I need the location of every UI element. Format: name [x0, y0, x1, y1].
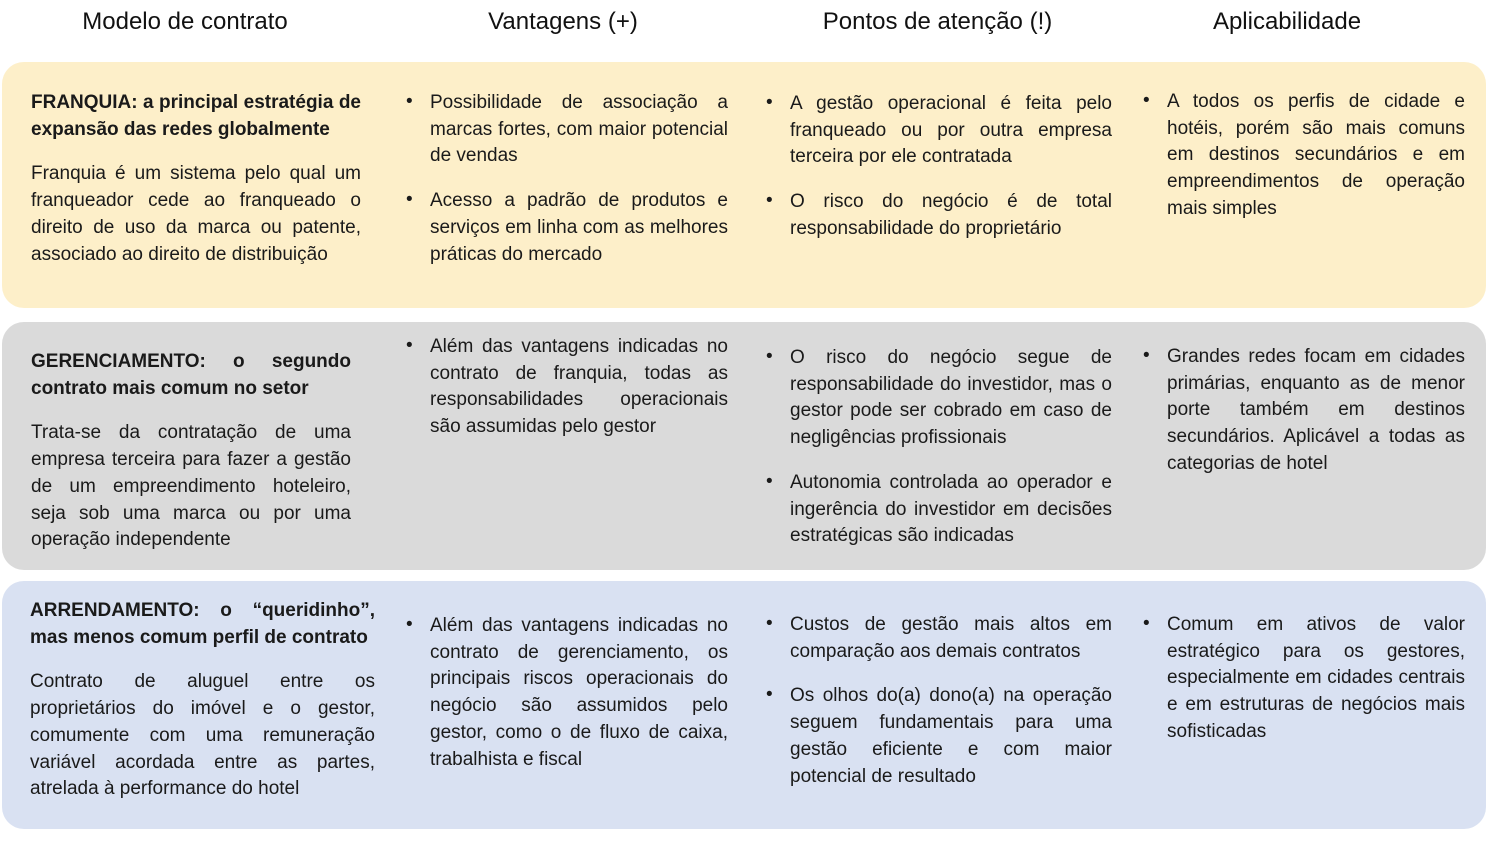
- model-cell: [31, 90, 361, 268]
- attention-item: • O risco do negócio segue de responsabilidade do investidor, mas o gestor pode ser cobrado em caso de negligências profissionais: [766, 345, 1112, 452]
- advantage-item: • Possibilidade de associação a marcas fortes, com maior potencial de vendas: [406, 90, 728, 170]
- attention-item: • Os olhos do(a) dono(a) na operação seguem fundamentais para uma gestão eficiente e com maior potencial de resultado: [766, 683, 1112, 790]
- advantages-cell: [406, 613, 728, 791]
- contract-description: Contrato de aluguel entre os proprietários do imóvel e o gestor, comumente com uma remuneração variável acordada entre as partes, atrelada à performance do hotel: [30, 671, 375, 800]
- row-franquia: [2, 62, 1486, 308]
- row-arrendamento: [2, 581, 1486, 829]
- contract-title: FRANQUIA: a principal estratégia de expansão das redes globalmente: [31, 92, 361, 140]
- contract-title: GERENCIAMENTO: o segundo contrato mais comum no setor: [31, 351, 351, 399]
- model-cell: [31, 349, 351, 554]
- header-advantages: Vantagens (+): [488, 8, 638, 35]
- applicability-item: • Grandes redes focam em cidades primárias, enquanto as de menor porte também em destinos secundários. Aplicável a todas as categorias de hotel: [1143, 344, 1465, 478]
- row-gerenciamento: [2, 322, 1486, 570]
- attention-item: • O risco do negócio é de total responsabilidade do proprietário: [766, 189, 1112, 242]
- header-model: Modelo de contrato: [82, 8, 288, 35]
- advantage-item: • Acesso a padrão de produtos e serviços em linha com as melhores práticas do mercado: [406, 188, 728, 268]
- attention-cell: [766, 91, 1112, 261]
- applicability-item: • A todos os perfis de cidade e hotéis, porém são mais comuns em destinos secundários e em empreendimentos de operação mais simples: [1143, 89, 1465, 223]
- advantage-item: • Além das vantagens indicadas no contrato de gerenciamento, os principais riscos operacionais do negócio são assumidos pelo gestor, como o de fluxo de caixa, trabalhista e fiscal: [406, 613, 728, 773]
- header-applicability: Aplicabilidade: [1212, 8, 1362, 35]
- applicability-item: • Comum em ativos de valor estratégico para os gestores, especialmente em cidades centrais e em estruturas de negócios mais sofisticadas: [1143, 612, 1465, 746]
- contract-description: Franquia é um sistema pelo qual um franqueador cede ao franqueado o direito de uso da marca ou patente, associado ao direito de distribuição: [31, 163, 361, 265]
- advantages-cell: [406, 90, 728, 286]
- attention-cell: [766, 345, 1112, 568]
- model-cell: [30, 598, 375, 803]
- header-attention: Pontos de atenção (!): [822, 8, 1053, 35]
- applicability-cell: [1143, 344, 1465, 496]
- applicability-cell: [1143, 89, 1465, 241]
- attention-item: • Autonomia controlada ao operador e ingerência do investidor em decisões estratégicas são indicadas: [766, 470, 1112, 550]
- attention-cell: [766, 612, 1112, 808]
- attention-item: • Custos de gestão mais altos em comparação aos demais contratos: [766, 612, 1112, 665]
- advantage-item: • Além das vantagens indicadas no contrato de franquia, todas as responsabilidades operacionais são assumidas pelo gestor: [406, 334, 728, 441]
- attention-item: • A gestão operacional é feita pelo franqueado ou por outra empresa terceira por ele contratada: [766, 91, 1112, 171]
- advantages-cell: [406, 334, 728, 459]
- contract-title: ARRENDAMENTO: o “queridinho”, mas menos comum perfil de contrato: [30, 600, 375, 648]
- applicability-cell: [1143, 612, 1465, 764]
- contract-description: Trata-se da contratação de uma empresa terceira para fazer a gestão de um empreendimento hoteleiro, seja sob uma marca ou por uma operação independente: [31, 422, 351, 551]
